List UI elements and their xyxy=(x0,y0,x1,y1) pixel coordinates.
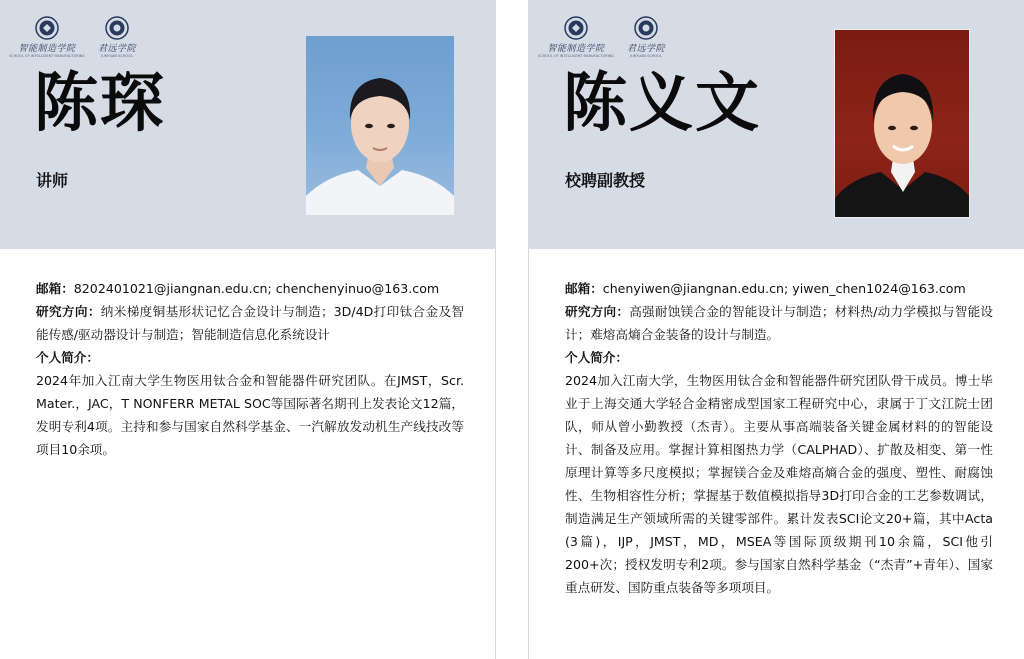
logo-subtext: JUNYUAN SCHOOL xyxy=(630,54,662,58)
email-label: 邮箱： xyxy=(36,281,74,296)
profile-details xyxy=(565,277,993,599)
school-emblem-icon xyxy=(105,16,129,40)
portrait-photo xyxy=(306,36,454,215)
email-row xyxy=(565,277,993,300)
research-label: 研究方向： xyxy=(565,304,630,319)
intelligent-manufacturing-logo xyxy=(8,16,86,58)
logo-subtext: SCHOOL OF INTELLIGENT MANUFACTURING xyxy=(8,54,86,58)
intelligent-manufacturing-logo xyxy=(537,16,615,58)
logo-subtext: JUNYUAN SCHOOL xyxy=(101,54,133,58)
bio-text: 2024加入江南大学，生物医用钛合金和智能器件研究团队骨干成员。博士毕业于上海交通大学轻合金精密成型国家工程研究中心，隶属于丁文江院士团队，师从曾小勤教授（杰青）。主要从事高端装备关键金属材料的的智能设计、制备及应用。掌握计算相图热力学（CALPHAD）、扩散及相变、第一性原理计算等多尺度模拟；掌握镁合金及难熔高熵合金的强度、塑性、耐腐蚀性、生物相容性分析；掌握基于数值模拟指导3D打印合金的工艺参数调试，制造满足生产领域所需的关键零部件。累计发表SCI论文20+篇，其中Acta (3篇)，IJP，JMST，MD，MSEA等国际顶级期刊10余篇，SCI他引200+次；授权发明专利2项。参与国家自然科学基金（“杰青”+青年）、国家重点研发、国防重点装备等多项项目。 xyxy=(565,373,993,595)
school-emblem-icon xyxy=(564,16,588,40)
research-row xyxy=(36,300,464,346)
profile-card-chen-chen xyxy=(0,0,495,659)
school-emblem-icon xyxy=(35,16,59,40)
school-logos xyxy=(8,16,146,58)
bio-label-row xyxy=(36,346,464,369)
email-value: 8202401021@jiangnan.edu.cn; chenchenyinuo@163.com xyxy=(73,281,440,296)
bio-label: 个人简介： xyxy=(565,350,628,365)
portrait-illustration xyxy=(306,36,454,215)
bio-text: 2024年加入江南大学生物医用钛合金和智能器件研究团队。在JMST，Scr. Mater.，JAC，T NONFERR METAL SOC等国际著名期刊上发表论文12篇，发明专利4项。主持和参与国家自然科学基金、一汽解放发动机生产线技改等项目10余项。 xyxy=(36,373,464,457)
research-value: 纳米梯度铜基形状记忆合金设计与制造；3D/4D打印钛合金及智能传感/驱动器设计与制造；智能制造信息化系统设计 xyxy=(36,304,465,342)
logo-text: 智能制造学院 xyxy=(547,44,605,54)
profile-card-chen-yiwen xyxy=(529,0,1024,659)
person-name: 陈义文 xyxy=(563,66,761,141)
bio-label-row xyxy=(565,346,993,369)
research-row xyxy=(565,300,993,346)
person-name: 陈琛 xyxy=(34,66,166,141)
page-divider xyxy=(495,0,529,659)
research-label: 研究方向： xyxy=(36,304,101,319)
research-value: 高强耐蚀镁合金的智能设计与制造；材料热/动力学模拟与智能设计；难熔高熵合金装备的设计与制造。 xyxy=(565,304,994,342)
portrait-illustration xyxy=(835,30,970,218)
portrait-photo xyxy=(834,29,970,218)
junyuan-school-logo xyxy=(88,16,146,58)
email-row xyxy=(36,277,464,300)
profile-details xyxy=(36,277,464,461)
email-value: chenyiwen@jiangnan.edu.cn; yiwen_chen1024@163.com xyxy=(602,281,966,296)
person-title: 校聘副教授 xyxy=(565,171,646,190)
junyuan-school-logo xyxy=(617,16,675,58)
school-logos xyxy=(537,16,675,58)
school-emblem-icon xyxy=(634,16,658,40)
logo-subtext: SCHOOL OF INTELLIGENT MANUFACTURING xyxy=(537,54,615,58)
logo-text: 君远学院 xyxy=(626,44,665,54)
person-title: 讲师 xyxy=(36,171,69,190)
logo-text: 智能制造学院 xyxy=(18,44,76,54)
bio-label: 个人简介： xyxy=(36,350,99,365)
email-label: 邮箱： xyxy=(565,281,603,296)
logo-text: 君远学院 xyxy=(97,44,136,54)
